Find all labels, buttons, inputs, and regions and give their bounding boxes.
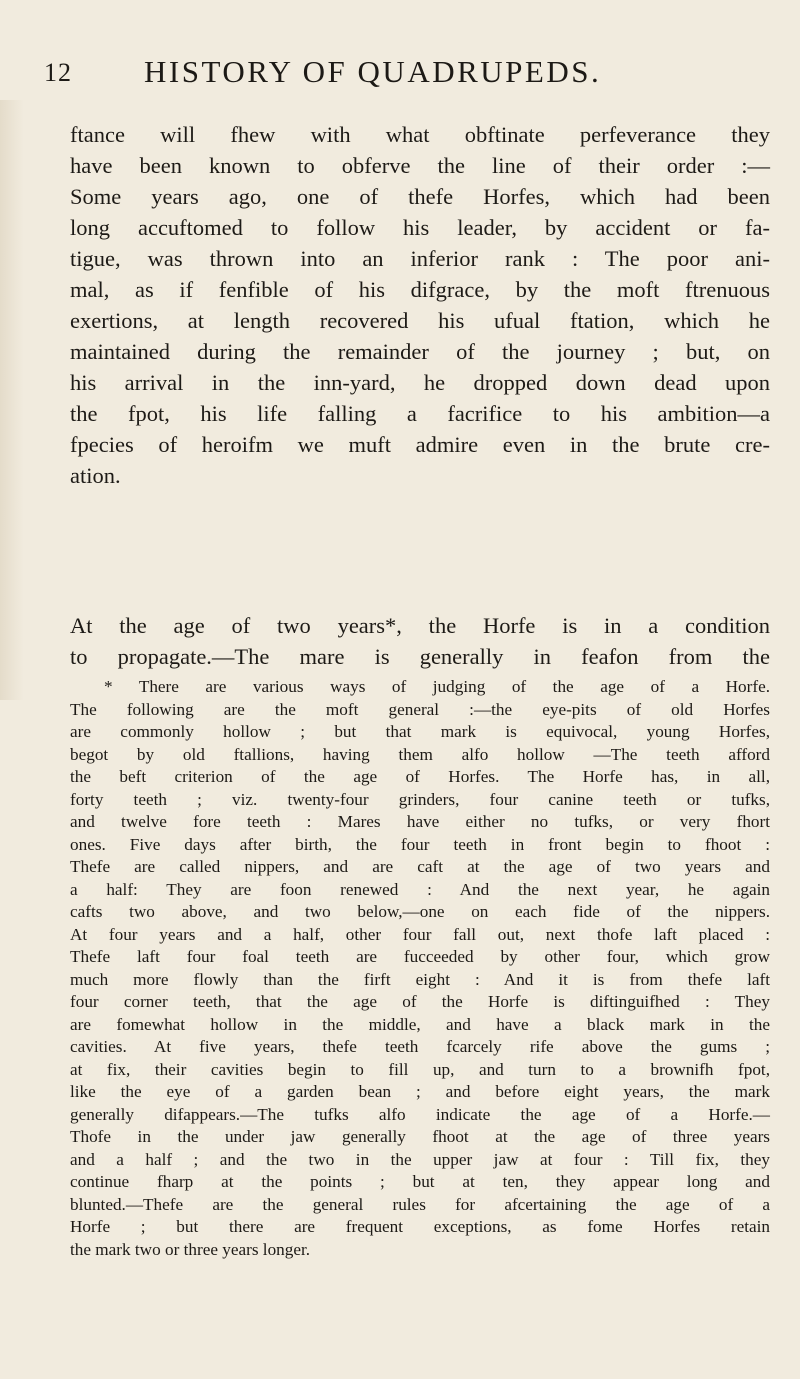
footnote-line: ones. Five days after birth, the four teeth in front begin to fhoot : xyxy=(70,834,770,854)
paragraph-2 xyxy=(70,610,770,672)
text-line: tigue, was thrown into an inferior rank : The poor ani- xyxy=(70,246,770,271)
paragraph-1 xyxy=(70,119,770,491)
footnote-line: the beft criterion of the age of Horfes. The Horfe has, in all, xyxy=(70,767,770,786)
text-line: the fpot, his life falling a facrifice to his ambition—a xyxy=(70,401,770,426)
page-edge-stain xyxy=(0,100,24,700)
footnote-line: and twelve fore teeth : Mares have either no tufks, or very fhort xyxy=(70,812,770,831)
text-line: ation. xyxy=(70,463,121,488)
footnote-line: Horfe ; but there are frequent exceptions, as fome Horfes retain xyxy=(70,1217,770,1236)
text-line: mal, as if fenfible of his difgrace, by the moft ftrenuous xyxy=(70,277,770,302)
page-header xyxy=(44,50,764,90)
footnote-line: and a half ; and the two in the upper jaw at four : Till fix, they xyxy=(70,1149,770,1169)
text-line: exertions, at length recovered his ufual ftation, which he xyxy=(70,308,770,333)
footnote-line: Thofe in the under jaw generally fhoot at the age of three years xyxy=(70,1127,770,1146)
footnote-line: * There are various ways of judging of the age of a Horfe. xyxy=(104,677,770,696)
running-head: HISTORY OF QUADRUPEDS. xyxy=(144,54,602,89)
footnote xyxy=(70,676,770,1261)
footnote-line: cafts two above, and two below,—one on each fide of the nippers. xyxy=(70,902,770,921)
text-line: long accuftomed to follow his leader, by accident or fa- xyxy=(70,215,770,240)
text-line: fpecies of heroifm we muft admire even in the brute cre- xyxy=(70,432,770,457)
footnote-line: The following are the moft general :—the eye-pits of old Horfes xyxy=(70,699,770,719)
text-line: maintained during the remainder of the journey ; but, on xyxy=(70,339,770,364)
text-line: Some years ago, one of thefe Horfes, which had been xyxy=(70,184,770,209)
footnote-line: continue fharp at the points ; but at ten, they appear long and xyxy=(70,1172,770,1191)
text-line: to propagate.—The mare is generally in feafon from the xyxy=(70,644,770,669)
text-line: ftance will fhew with what obftinate perfeverance they xyxy=(70,122,770,147)
footnote-line: Thefe are called nippers, and are caft at the age of two years and xyxy=(70,857,770,876)
footnote-line: much more flowly than the firft eight : And it is from thefe laft xyxy=(70,969,770,989)
page-number: 12 xyxy=(44,58,72,87)
text-line: At the age of two years*, the Horfe is in a condition xyxy=(70,613,770,638)
footnote-line: cavities. At five years, thefe teeth fcarcely rife above the gums ; xyxy=(70,1037,770,1056)
text-line: have been known to obferve the line of their order :— xyxy=(70,153,770,178)
footnote-line: a half: They are foon renewed : And the next year, he again xyxy=(70,879,770,899)
text-line: his arrival in the inn-yard, he dropped down dead upon xyxy=(70,370,770,395)
footnote-line: are commonly hollow ; but that mark is equivocal, young Horfes, xyxy=(70,722,770,741)
footnote-line: Thefe laft four foal teeth are fucceeded by other four, which grow xyxy=(70,947,770,966)
footnote-line: forty teeth ; viz. twenty-four grinders, four canine teeth or tufks, xyxy=(70,789,770,809)
footnote-line: generally difappears.—The tufks alfo indicate the age of a Horfe.— xyxy=(70,1104,770,1124)
footnote-line: at fix, their cavities begin to fill up, and turn to a brownifh fpot, xyxy=(70,1059,770,1079)
footnote-line: four corner teeth, that the age of the Horfe is diftinguifhed : They xyxy=(70,992,770,1011)
footnote-line: like the eye of a garden bean ; and before eight years, the mark xyxy=(70,1082,770,1101)
footnote-line: At four years and a half, other four fall out, next thofe laft placed : xyxy=(70,924,770,944)
footnote-line: are fomewhat hollow in the middle, and have a black mark in the xyxy=(70,1014,770,1034)
footnote-line: the mark two or three years longer. xyxy=(70,1239,311,1259)
footnote-line: blunted.—Thefe are the general rules for afcertaining the age of a xyxy=(70,1194,770,1214)
footnote-line: begot by old ftallions, having them alfo hollow —The teeth afford xyxy=(70,744,770,764)
